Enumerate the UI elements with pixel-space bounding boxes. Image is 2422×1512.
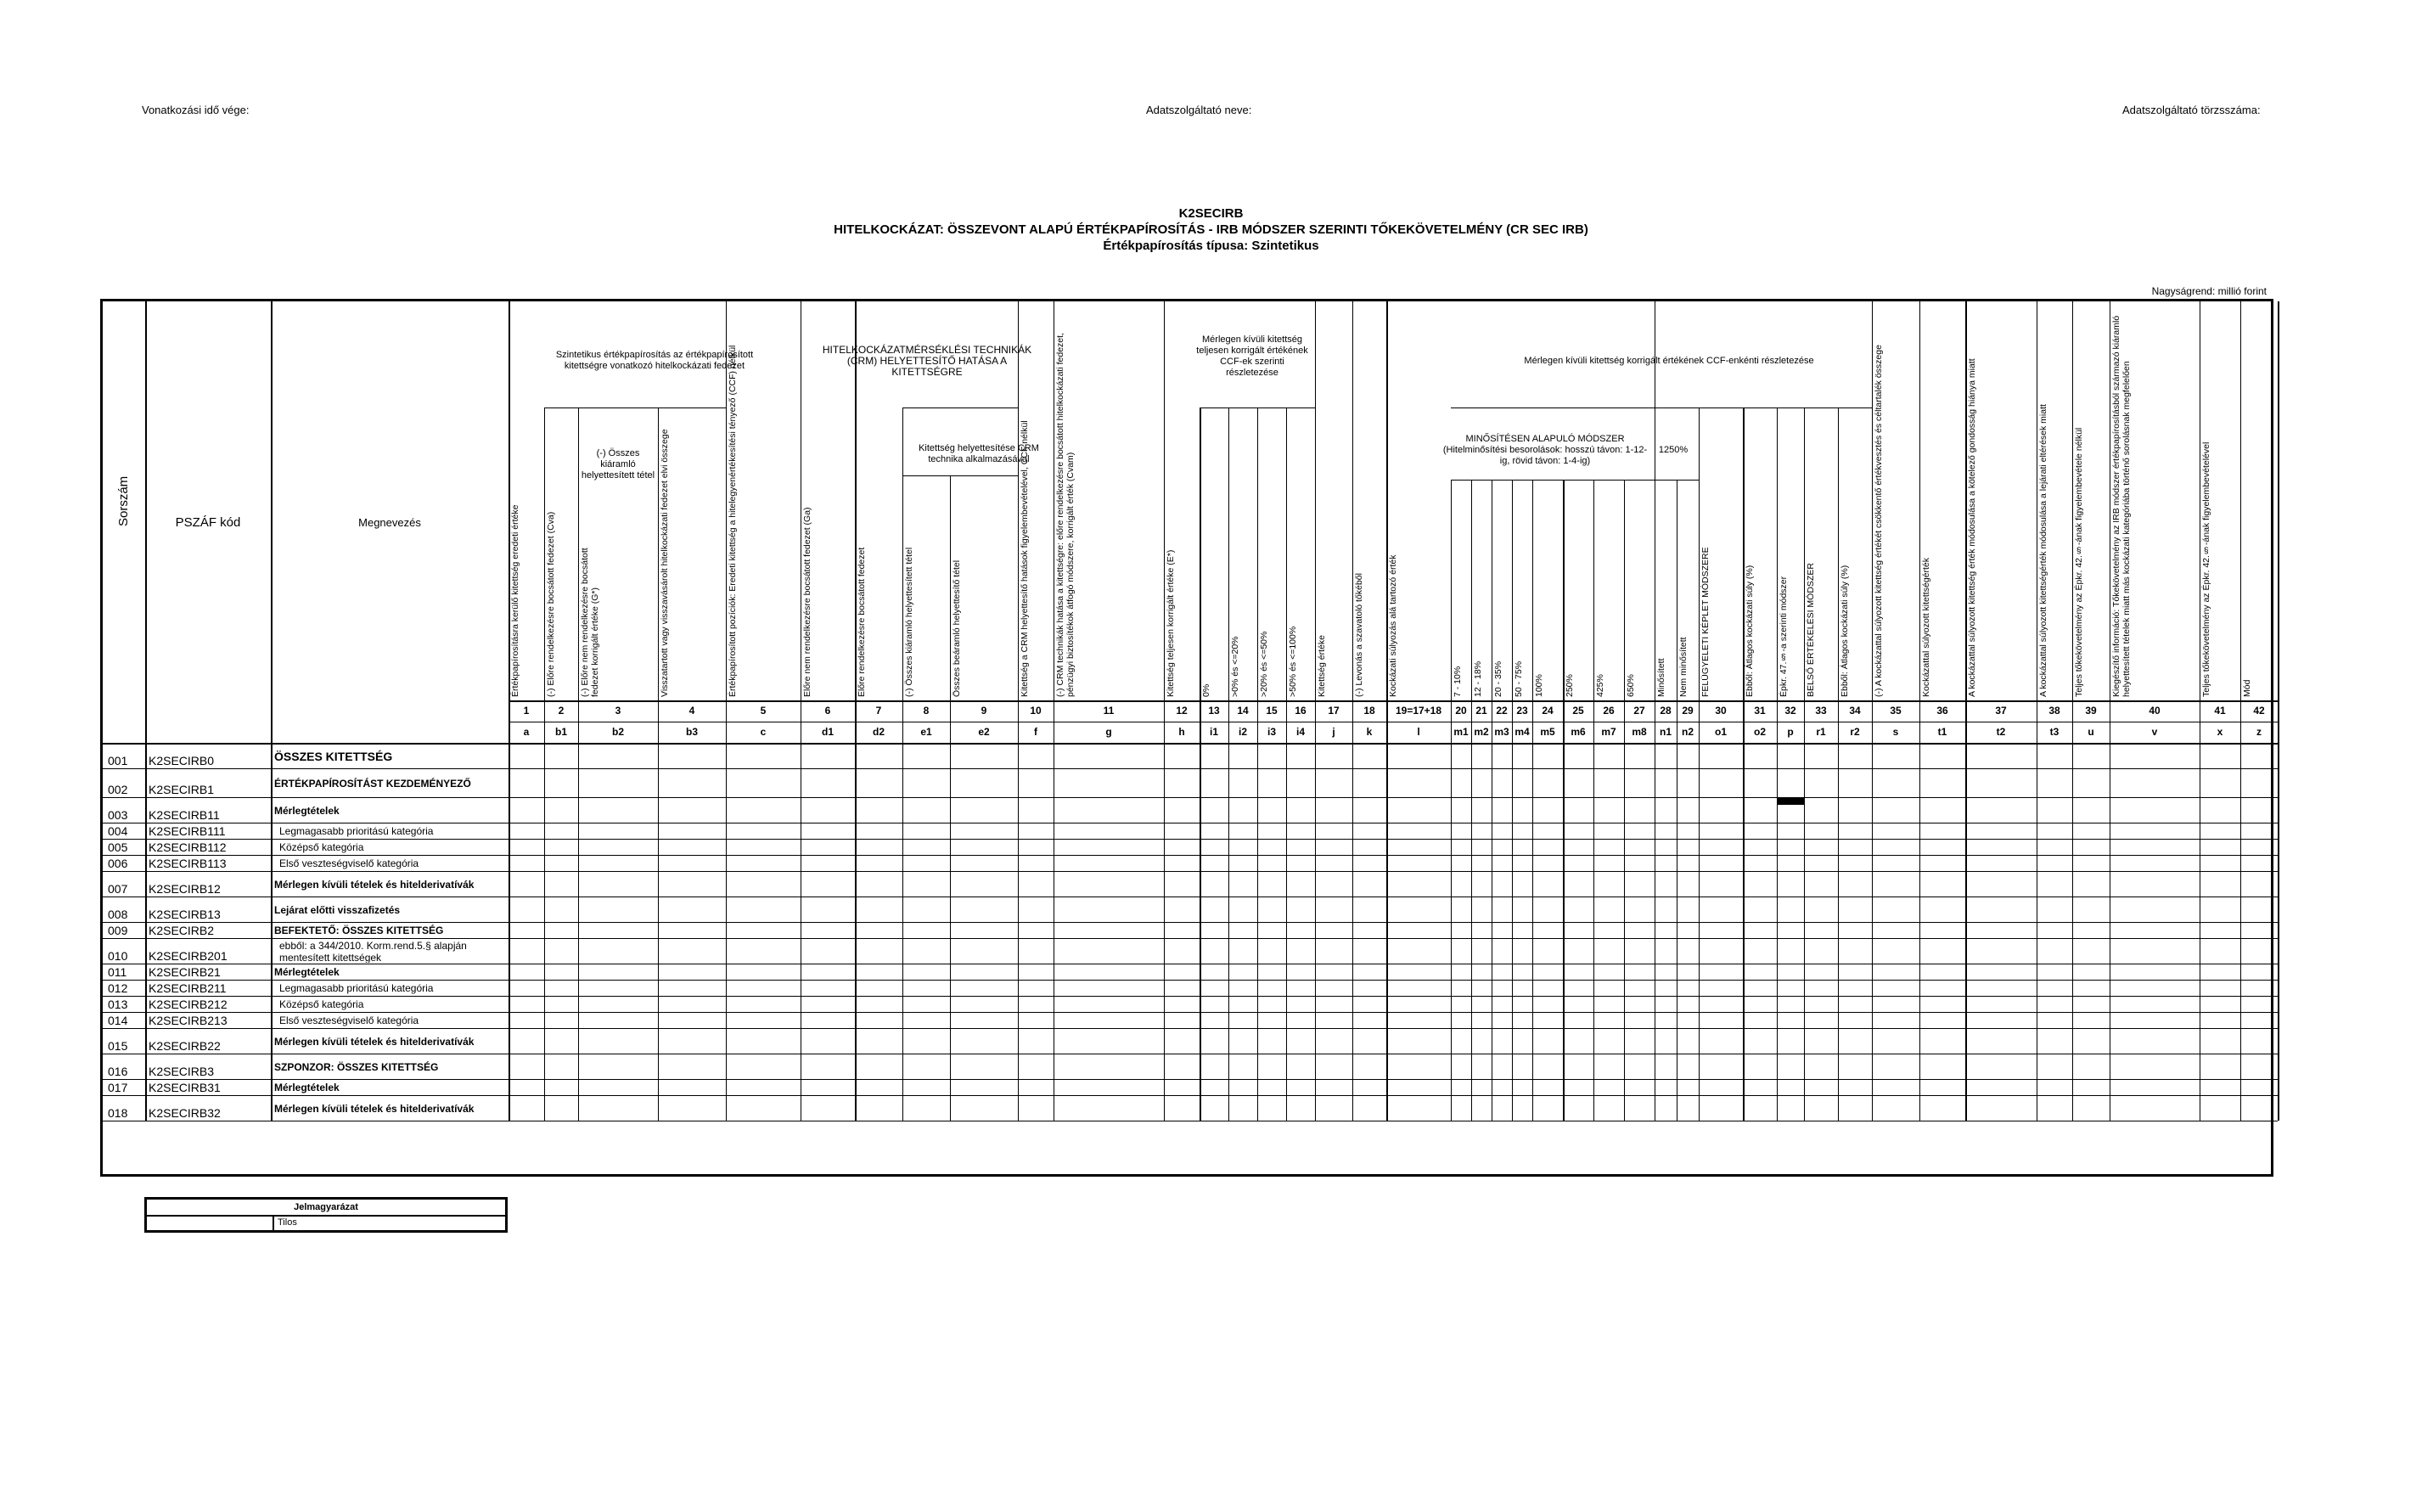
- row-number: 016: [108, 1065, 128, 1078]
- col-header-i3: >20% és <=50%: [1259, 631, 1269, 697]
- col-number: 36: [1936, 705, 1948, 717]
- col-number: 3: [615, 705, 621, 717]
- col-number: 4: [688, 705, 695, 717]
- group-crm-sub: Kitettség helyettesítése CRM technika alkalmazásával: [919, 443, 1039, 464]
- grid-line: [578, 408, 579, 1121]
- grid-line: [1512, 480, 1513, 1121]
- col-header-l: Kockázati súlyozás alá tartozó érték: [1388, 554, 1398, 697]
- col-letter: g: [1105, 726, 1112, 738]
- period-label: Vonatkozási idő vége:: [142, 104, 250, 116]
- grid-line: [271, 301, 273, 1121]
- col-header-d2: Előre rendelkezésre bocsátott fedezet: [857, 547, 867, 697]
- col-number: 25: [1572, 705, 1584, 717]
- grid-line: [1804, 408, 1805, 1121]
- grid-line: [544, 408, 545, 1121]
- grid-line: [1451, 480, 1699, 481]
- col-letter: d1: [821, 726, 834, 738]
- row-number: 010: [108, 949, 128, 963]
- grid-line: [1257, 408, 1258, 1121]
- row-code: K2SECIRB201: [149, 949, 228, 963]
- row-number: 011: [108, 965, 127, 979]
- col-letter: l: [1417, 726, 1420, 738]
- row-number: 004: [108, 824, 128, 838]
- col-header-s: (-) A kockázattal súlyozott kitettség értékét csökkentő értékvesztés és céltartalék összege: [1874, 345, 1884, 697]
- col-letter: t1: [1937, 726, 1947, 738]
- col-number: 37: [1995, 705, 2007, 717]
- col-header-x: Teljes tőkekövetelmény az Épkr. 42.§-ának figyelembevételével: [2201, 441, 2211, 697]
- row-code: K2SECIRB22: [149, 1039, 221, 1053]
- row-name: Legmagasabb prioritású kategória: [279, 982, 434, 994]
- report-table: [100, 299, 2273, 1177]
- col-header-i4: >50% és <=100%: [1288, 626, 1298, 697]
- col-letter: z: [2256, 726, 2262, 738]
- row-name: ÉRTÉKPAPÍROSÍTÁST KEZDEMÉNYEZŐ: [274, 777, 471, 790]
- grid-line: [1471, 480, 1472, 1121]
- col-header-o1: FELÜGYELETI KÉPLET MÓDSZERE: [1700, 547, 1711, 697]
- row-code: K2SECIRB31: [149, 1081, 221, 1094]
- col-number: 21: [1475, 705, 1487, 717]
- row-code: K2SECIRB211: [149, 981, 227, 995]
- col-header-n2: Nem minősített: [1678, 637, 1689, 697]
- col-letter: p: [1787, 726, 1794, 738]
- col-number: 22: [1496, 705, 1508, 717]
- col-number: 6: [824, 705, 831, 717]
- row-name: Első veszteségviselő kategória: [279, 857, 419, 869]
- grid-line: [1593, 480, 1594, 1121]
- col-letter: m4: [1514, 726, 1530, 738]
- legend: [144, 1197, 508, 1233]
- row-number: 002: [108, 783, 128, 796]
- grid-line: [103, 768, 2278, 769]
- group-crm: HITELKOCKÁZATMÉRSÉKLÉSI TECHNIKÁK (CRM) HELYETTESÍTŐ HATÁSA A KITETTSÉGRE: [822, 343, 1032, 378]
- grid-line: [1451, 480, 1452, 1121]
- col-letter: t3: [2049, 726, 2060, 738]
- col-letter: b2: [611, 726, 624, 738]
- col-header-m6: 250%: [1565, 674, 1575, 697]
- col-header-m7: 425%: [1595, 674, 1605, 697]
- col-header-m3: 20 - 35%: [1493, 660, 1503, 697]
- header-name: Megnevezés: [358, 515, 421, 529]
- col-letter: b3: [685, 726, 698, 738]
- row-name: Mérlegtételek: [274, 804, 340, 817]
- col-number: 13: [1208, 705, 1220, 717]
- forbidden-cell: [1777, 797, 1804, 805]
- col-number: 2: [558, 705, 565, 717]
- grid-line: [145, 301, 147, 1121]
- row-name: Mérlegtételek: [274, 1082, 340, 1093]
- group-1250: 1250%: [1658, 444, 1689, 455]
- col-header-t2: A kockázattal súlyozott kitettség érték módosulása a kötelező gondosság hiánya miatt: [1967, 358, 1977, 697]
- report-subtitle: Értékpapírosítás típusa: Szintetikus: [1103, 239, 1319, 253]
- row-name: Középső kategória: [279, 841, 364, 853]
- col-number: 31: [1754, 705, 1766, 717]
- row-code: K2SECIRB1: [149, 783, 215, 796]
- col-letter: c: [760, 726, 767, 738]
- col-header-i1: 0%: [1201, 683, 1211, 697]
- row-code: K2SECIRB213: [149, 1014, 228, 1027]
- col-number: 28: [1660, 705, 1672, 717]
- row-number: 007: [108, 882, 128, 896]
- col-number: 5: [760, 705, 767, 717]
- col-number: 30: [1715, 705, 1727, 717]
- col-number: 12: [1176, 705, 1188, 717]
- col-header-m8: 650%: [1626, 674, 1636, 697]
- grid-line: [658, 408, 659, 1121]
- col-header-t3: A kockázattal súlyozott kitettségérték módosulása a lejárati eltérések miatt: [2038, 404, 2048, 697]
- grid-line: [103, 1095, 2278, 1096]
- col-letter: b1: [554, 726, 567, 738]
- col-letter: m7: [1601, 726, 1616, 738]
- row-name: ebből: a 344/2010. Korm.rend.5.§ alapján mentesített kitettségek: [279, 940, 467, 963]
- grid-line: [103, 1079, 2278, 1080]
- report-code: K2SECIRB: [1178, 206, 1244, 221]
- col-letter: m6: [1571, 726, 1586, 738]
- col-number: 15: [1266, 705, 1278, 717]
- col-letter: s: [1892, 726, 1899, 738]
- col-header-v: Kiegészítő információ: Tőkekövetelmény az IRB módszer értékpapírosításból származó kiáramló helyettesített tételek miatt más kockázati kategóriába történő sorolásnak megfelelően: [2111, 315, 2132, 697]
- col-header-t1: Kockázattal súlyozott kitettségérték: [1921, 558, 1931, 697]
- col-header-m1: 7 - 10%: [1453, 666, 1463, 697]
- col-letter: m3: [1494, 726, 1509, 738]
- legend-item: Tilos: [278, 1217, 297, 1228]
- grid-line: [1228, 408, 1229, 1121]
- register-label: Adatszolgáltató törzsszáma:: [2122, 104, 2261, 116]
- col-number: 42: [2253, 705, 2265, 717]
- col-number: 19=17+18: [1395, 705, 1442, 717]
- col-number: 7: [875, 705, 882, 717]
- col-header-a: Értékpapírosításra kerülő kitettség eredeti értéke: [510, 504, 520, 697]
- col-number: 29: [1682, 705, 1694, 717]
- col-header-b3: Visszatartott vagy visszavásárolt hitelkockázati fedezet elvi összege: [660, 429, 670, 697]
- row-code: K2SECIRB32: [149, 1106, 221, 1120]
- col-number: 18: [1363, 705, 1375, 717]
- col-header-r1: BELSŐ ÉRTÉKELÉSI MÓDSZER: [1806, 563, 1816, 697]
- col-letter: v: [2151, 726, 2158, 738]
- col-letter: o2: [1753, 726, 1766, 738]
- grid-line: [103, 922, 2278, 923]
- grid-line: [103, 855, 2278, 856]
- grid-line: [103, 839, 2278, 840]
- col-header-e2: Összes beáramló helyettesítő tétel: [952, 559, 962, 697]
- col-letter: e2: [978, 726, 990, 738]
- grid-line: [1699, 408, 1700, 1121]
- group-rating: MINŐSÍTÉSEN ALAPULÓ MÓDSZER (Hitelminősítési besorolások: hosszú távon: 1-12-ig, rövid távon: 1-4-ig): [1442, 433, 1648, 466]
- row-code: K2SECIRB2: [149, 924, 215, 937]
- row-name: Mérlegen kívüli tételek és hitelderivatívák: [274, 1102, 475, 1115]
- grid-line: [103, 980, 2278, 981]
- grid-line: [103, 871, 2278, 872]
- col-letter: a: [523, 726, 530, 738]
- col-header-b2: (-) Előre nem rendelkezésre bocsátott fedezet korrigált értéke (G*): [580, 548, 600, 697]
- col-number: 27: [1633, 705, 1645, 717]
- col-number: 26: [1603, 705, 1615, 717]
- row-number: 006: [108, 857, 128, 870]
- row-number: 008: [108, 908, 128, 921]
- col-header-b1: (-) Előre rendelkezésre bocsátott fedezet (Cva): [546, 511, 556, 697]
- row-name: Mérlegen kívüli tételek és hitelderivatívák: [274, 1035, 475, 1048]
- col-header-o2: Ebből: Átlagos kockázati súly (%): [1745, 565, 1755, 697]
- col-header-d1: Előre nem rendelkezésre bocsátott fedezet (Ga): [802, 507, 812, 697]
- col-number: 9: [981, 705, 987, 717]
- header-sorszam: Sorszám: [116, 475, 131, 526]
- col-header-m5: 100%: [1534, 674, 1544, 697]
- col-number: 39: [2085, 705, 2097, 717]
- row-number: 018: [108, 1106, 128, 1120]
- col-letter: n1: [1659, 726, 1672, 738]
- col-header-m2: 12 - 18%: [1473, 660, 1483, 697]
- col-letter: x: [2217, 726, 2223, 738]
- row-code: K2SECIRB21: [149, 965, 221, 979]
- col-letter: i4: [1295, 726, 1305, 738]
- col-header-z: Mód: [2242, 679, 2252, 697]
- row-code: K2SECIRB0: [149, 754, 215, 767]
- row-number: 012: [108, 981, 128, 995]
- col-letter: r1: [1816, 726, 1826, 738]
- row-name: Első veszteségviselő kategória: [279, 1015, 419, 1026]
- col-number: 33: [1815, 705, 1827, 717]
- row-code: K2SECIRB111: [149, 824, 226, 838]
- row-code: K2SECIRB112: [149, 840, 227, 854]
- row-number: 013: [108, 998, 128, 1011]
- row-code: K2SECIRB3: [149, 1065, 215, 1078]
- row-number: 015: [108, 1039, 128, 1053]
- col-number: 34: [1849, 705, 1861, 717]
- col-letter: m1: [1453, 726, 1469, 738]
- row-name: Lejárat előtti visszafizetés: [274, 903, 401, 916]
- grid-line: [103, 797, 2278, 798]
- grid-line: [902, 408, 903, 1121]
- grid-line: [509, 700, 2278, 702]
- grid-line: [1624, 480, 1625, 1121]
- col-number: 17: [1328, 705, 1340, 717]
- col-letter: i2: [1238, 726, 1247, 738]
- col-letter: m2: [1474, 726, 1489, 738]
- grid-line: [103, 1028, 2278, 1029]
- row-code: K2SECIRB11: [149, 808, 220, 822]
- row-name: SZPONZOR: ÖSSZES KITETTSÉG: [274, 1060, 439, 1073]
- col-header-r2: Ebből: Átlagos kockázati súly (%): [1840, 565, 1850, 697]
- col-letter: m5: [1540, 726, 1555, 738]
- group-ccf: Mérlegen kívüli kitettség korrigált értékének CCF-enkénti részletezése: [1524, 355, 1814, 366]
- grid-line: [103, 996, 2278, 997]
- col-number: 32: [1784, 705, 1796, 717]
- col-number: 16: [1295, 705, 1307, 717]
- col-number: 35: [1890, 705, 1902, 717]
- col-number: 40: [2149, 705, 2161, 717]
- col-number: 38: [2048, 705, 2060, 717]
- col-letter: o1: [1714, 726, 1727, 738]
- grid-line: [1838, 408, 1839, 1121]
- row-number: 014: [108, 1014, 128, 1027]
- col-header-i2: >0% és <=20%: [1230, 636, 1240, 697]
- col-number: 11: [1103, 705, 1115, 717]
- col-header-c: Értékpapírosított pozíciók: Eredeti kitettség a hitelegyenértékesítési tényező (CCF) nélkül: [728, 345, 738, 697]
- col-letter: n2: [1681, 726, 1694, 738]
- grid-line: [1532, 480, 1533, 1121]
- row-code: K2SECIRB13: [149, 908, 221, 921]
- col-number: 8: [923, 705, 930, 717]
- row-name: ÖSSZES KITETTSÉG: [274, 749, 393, 763]
- header-pszaf: PSZÁF kód: [175, 514, 241, 530]
- legend-swatch: [147, 1216, 274, 1230]
- grid-line: [103, 938, 2278, 939]
- col-number: 23: [1516, 705, 1528, 717]
- row-code: K2SECIRB12: [149, 882, 221, 896]
- col-letter: h: [1178, 726, 1185, 738]
- row-number: 009: [108, 924, 128, 937]
- row-name: BEFEKTETŐ: ÖSSZES KITETTSÉG: [274, 925, 444, 936]
- row-number: 003: [108, 808, 128, 822]
- col-header-j: Kitettség értéke: [1317, 635, 1327, 697]
- col-number: 10: [1030, 705, 1042, 717]
- row-number: 001: [108, 754, 128, 767]
- grid-line: [950, 475, 951, 1121]
- col-letter: u: [2088, 726, 2094, 738]
- col-letter: e1: [920, 726, 932, 738]
- row-name: Középső kategória: [279, 998, 364, 1010]
- group-offbal: Mérlegen kívüli kitettség teljesen korrigált értékének CCF-ek szerinti részletezése: [1196, 334, 1308, 378]
- col-header-k: (-) Levonás a szavatoló tőkéből: [1354, 573, 1364, 697]
- col-header-g: (-) CRM technikák hatása a kitettségre: előre rendelkezésre bocsátott hitelkockázati fedezet, pénzügyi biztosítékok átfogó módszere, korrigált érték (Cvam): [1055, 333, 1076, 697]
- group-synthetic: Szintetikus értékpapírosítás az értékpapírosított kitettségre vonatkozó hitelkockázati fedezet: [555, 350, 754, 371]
- grid-line: [1286, 408, 1287, 1121]
- col-letter: r2: [1850, 726, 1860, 738]
- col-number: 1: [523, 705, 530, 717]
- legend-title: Jelmagyarázat: [147, 1200, 505, 1217]
- col-letter: i3: [1267, 726, 1276, 738]
- col-letter: j: [1332, 726, 1335, 738]
- col-letter: i1: [1209, 726, 1218, 738]
- row-code: K2SECIRB113: [149, 857, 227, 870]
- col-header-h: Kitettség teljesen korrigált értéke (E*): [1166, 549, 1176, 697]
- row-name: Mérlegtételek: [274, 966, 340, 978]
- col-header-u: Teljes tőkekövetelmény az Épkr. 42.§-ának figyelembevétele nélkül: [2074, 427, 2084, 697]
- col-number: 20: [1455, 705, 1467, 717]
- row-number: 005: [108, 840, 128, 854]
- row-number: 017: [108, 1081, 128, 1094]
- grid-line: [2278, 301, 2279, 1121]
- col-letter: f: [1034, 726, 1037, 738]
- report-title: HITELKOCKÁZAT: ÖSSZEVONT ALAPÚ ÉRTÉKPAPÍROSÍTÁS - IRB MÓDSZER SZERINTI TŐKEKÖVETELMÉNY (CR SEC IRB): [834, 222, 1588, 237]
- grid-line: [1777, 408, 1778, 1121]
- grid-line: [103, 1012, 2278, 1013]
- report-titles: [0, 205, 2422, 254]
- col-number: 24: [1542, 705, 1554, 717]
- col-letter: m8: [1632, 726, 1647, 738]
- col-header-p: Épkr. 47.§-a szerinti módszer: [1779, 576, 1789, 697]
- col-header-e1: (-) Összes kiáramló helyettesített tétel: [904, 547, 914, 697]
- col-letter: d2: [872, 726, 885, 738]
- row-code: K2SECIRB212: [149, 998, 228, 1011]
- unit-label: Nagyságrend: millió forint: [2151, 285, 2267, 297]
- provider-label: Adatszolgáltató neve:: [1146, 104, 1252, 116]
- col-header-f: Kitettség a CRM helyettesítő hatások figyelembevételével, CCF nélkül: [1020, 420, 1030, 697]
- col-number: 14: [1237, 705, 1249, 717]
- row-name: Mérlegen kívüli tételek és hitelderivatívák: [274, 878, 475, 891]
- col-header-b2-top: (-) Összes kiáramló helyettesített tétel: [581, 448, 655, 481]
- col-number: 41: [2214, 705, 2226, 717]
- col-letter: k: [1366, 726, 1373, 738]
- col-letter: t2: [1996, 726, 2006, 738]
- row-name: Legmagasabb prioritású kategória: [279, 825, 434, 837]
- col-header-m4: 50 - 75%: [1514, 660, 1524, 697]
- col-header-n1: Minősített: [1656, 658, 1666, 697]
